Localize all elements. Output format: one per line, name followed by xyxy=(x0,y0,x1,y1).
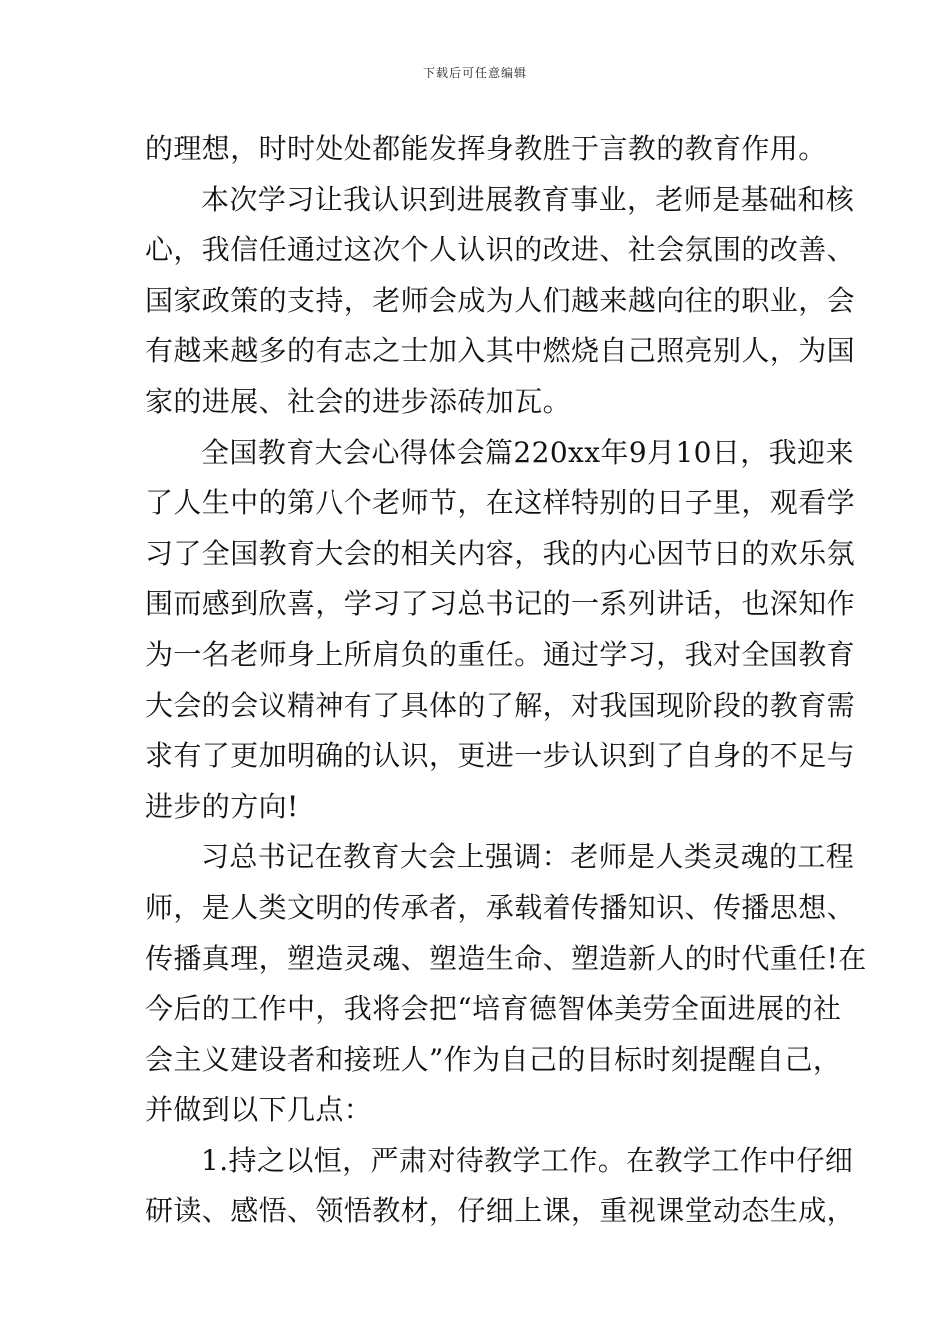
text-line: 进步的方向! xyxy=(145,789,299,823)
text-line: 国家政策的支持，老师会成为人们越来越向往的职业，会 xyxy=(145,283,856,317)
text-line: 习了全国教育大会的相关内容，我的内心因节日的欢乐氛 xyxy=(145,536,856,570)
paragraph-start-line: 1.持之以恒，严肃对待教学工作。在教学工作中仔细 xyxy=(201,1143,854,1177)
text-line: 研读、感悟、领悟教材，仔细上课，重视课堂动态生成， xyxy=(145,1194,856,1228)
text-line: 求有了更加明确的认识，更进一步认识到了自身的不足与 xyxy=(145,739,856,773)
text-line: 有越来越多的有志之士加入其中燃烧自己照亮别人，为国 xyxy=(145,334,856,368)
text-line: 师，是人类文明的传承者，承载着传播知识、传播思想、 xyxy=(145,890,856,924)
paragraph-start-line: 习总书记在教育大会上强调：老师是人类灵魂的工程 xyxy=(201,840,855,874)
text-line: 的理想，时时处处都能发挥身教胜于言教的教育作用。 xyxy=(145,132,827,165)
document-body xyxy=(145,124,867,1237)
text-line: 今后的工作中，我将会把“培育德智体美劳全面进展的社 xyxy=(145,992,842,1026)
text-line: 会主义建设者和接班人”作为自己的目标时刻提醒自己， xyxy=(145,1042,842,1076)
text-line: 大会的会议精神有了具体的了解，对我国现阶段的教育需 xyxy=(145,688,856,722)
text-line: 家的进展、社会的进步添砖加瓦。 xyxy=(145,384,572,418)
paragraph-start-line: 本次学习让我认识到进展教育事业，老师是基础和核 xyxy=(201,182,855,216)
text-line: 并做到以下几点： xyxy=(145,1093,373,1127)
header-note: 下载后可任意编辑 xyxy=(422,66,527,80)
text-line: 传播真理，塑造灵魂、塑造生命、塑造新人的时代重任!在 xyxy=(145,941,867,975)
paragraph-start-line: 全国教育大会心得体会篇220xx年9月10日，我迎来 xyxy=(201,435,854,469)
text-line: 心，我信任通过这次个人认识的改进、社会氛围的改善、 xyxy=(145,233,856,267)
text-line: 了人生中的第八个老师节，在这样特别的日子里，观看学 xyxy=(145,486,856,520)
text-line: 围而感到欣喜，学习了习总书记的一系列讲话，也深知作 xyxy=(145,587,856,621)
text-line: 为一名老师身上所肩负的重任。通过学习，我对全国教育 xyxy=(145,637,856,671)
